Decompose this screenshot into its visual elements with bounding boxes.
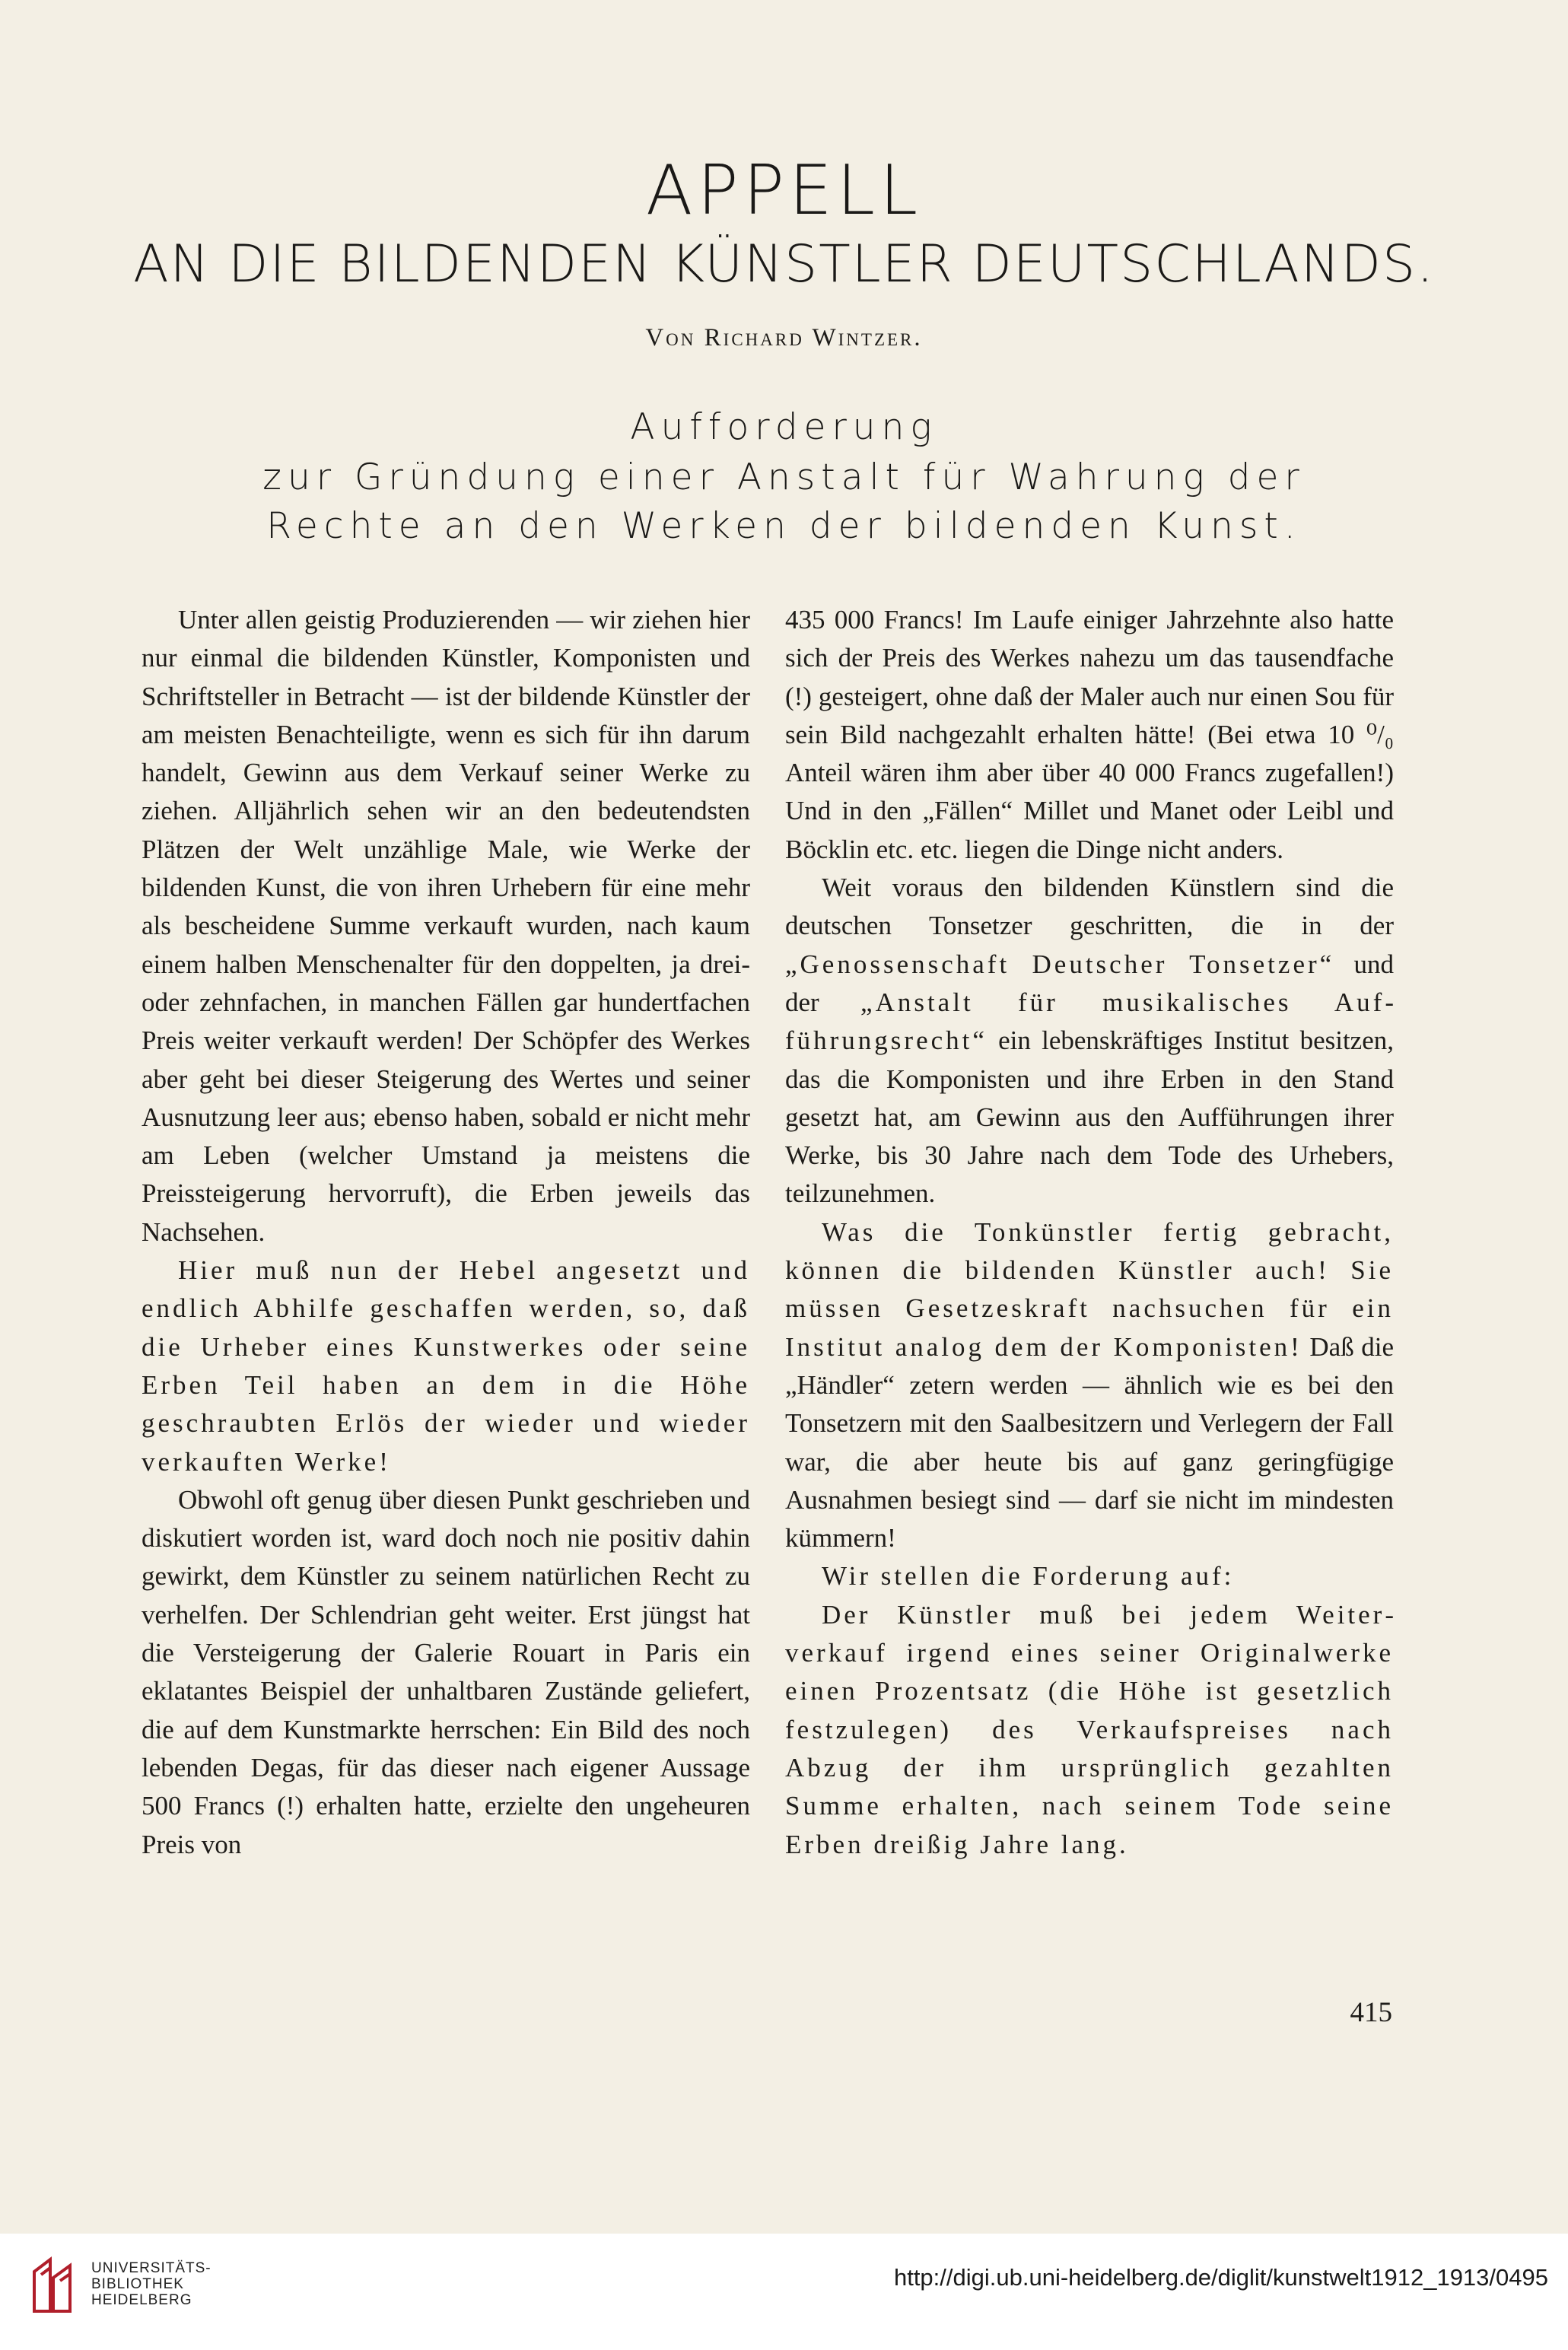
paragraph: Obwohl oft genug über diesen Punkt geschrieben und diskutiert worden ist, ward doch noch nie positiv dahin gewirkt, dem Künstler zu seinem natürlichen Recht zu verhelfen. Der Schlendrian geht weiter. Erst jüngst hat die Versteigerung der Galerie Rouart in Paris ein eklatantes Beispiel der unhaltbaren Zustände geliefert, die auf dem Kunstmarkte herrschen: Ein Bild des noch lebenden Degas, für das dieser nach eigener Aussage 500 Francs (!) erhalten hatte, erzielte den ungeheuren Preis von bbox=[142, 1484, 750, 1859]
text-column-left bbox=[142, 601, 750, 1993]
library-logo-icon bbox=[30, 2255, 84, 2316]
text-run: Daß die „Händler“ zetern werden — ähnlich wie es bei den Tonsetzern mit den Saalbesitzern und Verlegern der Fall war, die aber heute bis auf ganz geringfügige Ausnahmen besiegt sind — darf sie nicht im mindesten kümmern! bbox=[785, 1331, 1394, 1553]
section-heading-line-1: Aufforderung bbox=[630, 406, 938, 448]
emphasized-paragraph: Hier muß nun der Hebel angesetzt und endlich Abhilfe geschaffen werden, so, daß die Urheber eines Kunstwerkes oder seine Erben Teil haben an dem in die Höhe geschraubten Erlös der wieder und wieder verkauften Werke! bbox=[142, 1255, 750, 1477]
paragraph: 435 000 Francs! Im Laufe einiger Jahrzehnte also hatte sich der Preis des Werkes nahezu um das tausendfache (!) gesteigert, ohne daß der Maler auch nur einen Sou für sein Bild nachgezahlt erhalten hätte! (Bei etwa 10 ⁰/₀ Anteil wären ihm aber über 40 000 Francs zugefallen!) Und in den „Fällen“ Millet und Manet oder Leibl und Böcklin etc. etc. liegen die Dinge nicht anders. bbox=[785, 605, 1394, 864]
source-url-link[interactable]: http://digi.ub.uni-heidelberg.de/diglit/kunstwelt1912_1913/0495 bbox=[893, 2264, 1548, 2291]
section-heading-line-2: zur Gründung einer Anstalt für Wahrung der bbox=[262, 456, 1306, 498]
spaced-text: Was die Tonkünstler fertig gebracht, können die bildenden Künstler auch! Sie müssen Gesetzeskraft nachsuchen für ein Institut analog dem der Komponisten! bbox=[785, 1216, 1394, 1362]
paragraph bbox=[785, 869, 1394, 1213]
demand-intro: Wir stellen die Forderung auf: bbox=[822, 1561, 1235, 1592]
article-title: APPELL bbox=[645, 151, 923, 231]
library-name-line: BIBLIOTHEK bbox=[91, 2276, 184, 2292]
paragraph bbox=[785, 1213, 1394, 1558]
text-column-right bbox=[785, 601, 1394, 1993]
paragraph: Unter allen geistig Produzierenden — wir ziehen hier nur einmal die bildenden Künstler, Komponisten und Schriftsteller in Betracht — ist der bildende Künstler der am meisten Benachteiligte, wenn es sich für ihn darum handelt, Gewinn aus dem Verkauf seiner Werke zu ziehen. Alljährlich sehen wir an den bedeutendsten Plätzen der Welt unzählige Male, wie Werke der bildenden Kunst, die von ihren Urhebern für eine mehr als bescheidene Summe verkauft wurden, nach kaum einem halben Menschenalter für den doppelten, ja drei- oder zehnfachen, in manchen Fällen gar hundertfachen Preis weiter verkauft werden! Der Schöpfer des Werkes aber geht bei dieser Steigerung des Wertes und seiner Ausnutzung leer aus; ebenso haben, sobald er nicht mehr am Leben (welcher Umstand ja meistens die Preissteigerung hervorruft), die Erben jeweils das Nachsehen. bbox=[142, 605, 750, 1247]
demand-paragraph: Der Künstler muß bei jedem Weiterverkauf irgend eines seiner Originalwerke einen Prozentsatz (die Höhe ist gesetzlich festzulegen) des Verkaufspreises nach Abzug der ihm ursprünglich gezahlten Summe erhalten, nach seinem Tode seine Erben dreißig Jahre lang. bbox=[785, 1599, 1394, 1859]
section-heading-line-3: Rechte an den Werken der bildenden Kunst. bbox=[266, 505, 1302, 547]
text-run: ein lebenskräftiges Institut besitzen, das die Komponisten und ihre Erben in den Stand gesetzt hat, am Gewinn aus den Aufführungen ihrer Werke, bis 30 Jahre nach dem Tode des Urhebers, teilzunehmen. bbox=[785, 1026, 1394, 1209]
library-name bbox=[91, 2260, 212, 2308]
spaced-text: „Anstalt für musikalisches Aufführungsrecht“ bbox=[785, 987, 1394, 1056]
text-run: und der bbox=[785, 949, 1394, 1017]
article-subtitle: AN DIE BILDENDEN KÜNSTLER DEUTSCHLANDS. bbox=[133, 234, 1435, 294]
library-footer bbox=[0, 2234, 1568, 2350]
spaced-text: „Genossenschaft Deutscher Tonsetzer“ bbox=[785, 949, 1335, 979]
library-name-line: UNIVERSITÄTS- bbox=[91, 2260, 212, 2276]
library-name-line: HEIDELBERG bbox=[91, 2292, 192, 2308]
author-byline: Von Richard Wintzer. bbox=[645, 324, 923, 351]
text-run: Weit voraus den bildenden Künstlern sind die deutschen Tonsetzer geschritten, die in der bbox=[785, 873, 1394, 941]
page-number: 415 bbox=[1350, 1997, 1392, 2028]
